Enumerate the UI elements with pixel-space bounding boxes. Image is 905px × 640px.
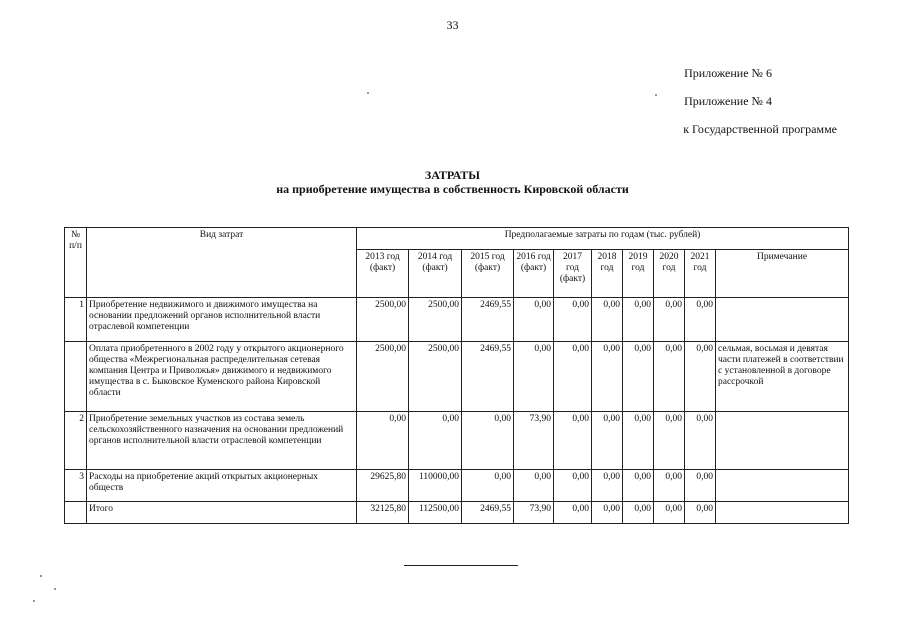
costs-table [64,227,849,524]
row-value: 0,00 [554,298,592,342]
scan-speck [655,94,657,96]
row-value: 0,00 [409,412,462,470]
appendix-line-2: Приложение № 4 [684,94,772,108]
table-row [65,298,849,342]
row-value: 0,00 [623,502,654,524]
row-value: 2500,00 [409,342,462,412]
row-value: 0,00 [592,470,623,502]
header-year: 2017 год (факт) [554,250,592,298]
table-row-total [65,502,849,524]
scan-speck [40,575,42,577]
document-title [0,168,905,196]
row-num: 1 [65,298,87,342]
row-value: 2500,00 [409,298,462,342]
header-year: 2014 год (факт) [409,250,462,298]
row-value: 0,00 [514,342,554,412]
row-value: 73,90 [514,412,554,470]
row-kind: Приобретение земельных участков из состава земель сельскохозяйственного назначения на основании предложений органов исполнительной власти отраслевой компетенции [87,412,357,470]
row-value: 0,00 [514,298,554,342]
row-value: 0,00 [592,502,623,524]
row-note [716,470,849,502]
row-value: 0,00 [685,502,716,524]
row-value: 0,00 [514,470,554,502]
page-number: 33 [446,18,459,32]
row-value: 0,00 [623,470,654,502]
row-note [716,502,849,524]
row-value: 2500,00 [357,298,409,342]
row-value: 2469,55 [462,298,514,342]
table-row [65,470,849,502]
title-sub: на приобретение имущества в собственность Кировской области [276,182,629,196]
row-note [716,298,849,342]
scan-speck [54,588,56,590]
row-note [716,412,849,470]
row-value: 0,00 [685,412,716,470]
row-value: 29625,80 [357,470,409,502]
row-kind: Расходы на приобретение акций открытых акционерных обществ [87,470,357,502]
row-value: 0,00 [554,470,592,502]
row-value: 0,00 [623,412,654,470]
header-year: 2018 год [592,250,623,298]
row-value: 0,00 [357,412,409,470]
title-main: ЗАТРАТЫ [424,168,481,182]
row-value: 110000,00 [409,470,462,502]
row-value: 0,00 [554,412,592,470]
header-year: 2019 год [623,250,654,298]
row-value: 0,00 [592,412,623,470]
row-value: 0,00 [592,342,623,412]
row-value: 112500,00 [409,502,462,524]
row-value: 32125,80 [357,502,409,524]
row-num: 2 [65,412,87,470]
header-year: 2013 год (факт) [357,250,409,298]
row-kind: Оплата приобретенного в 2002 году у открытого акционерного общества «Межрегиональная распределительная сетевая компания Центра и Приволжья» движимого и недвижимого имущества в с. Быковское Куменского района Кировской области [87,342,357,412]
row-num [65,502,87,524]
row-value: 2500,00 [357,342,409,412]
row-note: сельмая, восьмая и девятая части платежей в соответствии с установленной в договоре рассрочкой [716,342,849,412]
row-value: 0,00 [685,298,716,342]
header-group: Предполагаемые затраты по годам (тыс. рублей) [357,228,849,250]
scan-speck [33,600,35,602]
row-value: 0,00 [654,298,685,342]
header-year: 2020 год [654,250,685,298]
row-value: 0,00 [654,470,685,502]
row-value: 0,00 [623,342,654,412]
table-row [65,342,849,412]
row-value: 0,00 [554,342,592,412]
header-note: Примечание [716,250,849,298]
table-row [65,412,849,470]
header-year: 2021 год [685,250,716,298]
row-value: 0,00 [685,342,716,412]
scan-speck [367,92,369,94]
row-value: 0,00 [554,502,592,524]
row-value: 0,00 [623,298,654,342]
row-value: 0,00 [685,470,716,502]
row-num: 3 [65,470,87,502]
footer-divider [404,565,518,566]
row-num [65,342,87,412]
header-num: № п/п [65,228,87,298]
row-value: 73,90 [514,502,554,524]
header-kind: Вид затрат [87,228,357,298]
row-value: 0,00 [654,502,685,524]
row-value: 2469,55 [462,342,514,412]
row-value: 2469,55 [462,502,514,524]
row-value: 0,00 [592,298,623,342]
row-value: 0,00 [654,342,685,412]
row-value: 0,00 [462,470,514,502]
header-year: 2015 год (факт) [462,250,514,298]
header-year: 2016 год (факт) [514,250,554,298]
appendix-line-1: Приложение № 6 [684,66,772,80]
appendix-line-3: к Государственной программе [683,122,837,136]
row-value: 0,00 [462,412,514,470]
row-kind: Итого [87,502,357,524]
row-kind: Приобретение недвижимого и движимого имущества на основании предложений органов исполнительной власти отраслевой компетенции [87,298,357,342]
row-value: 0,00 [654,412,685,470]
